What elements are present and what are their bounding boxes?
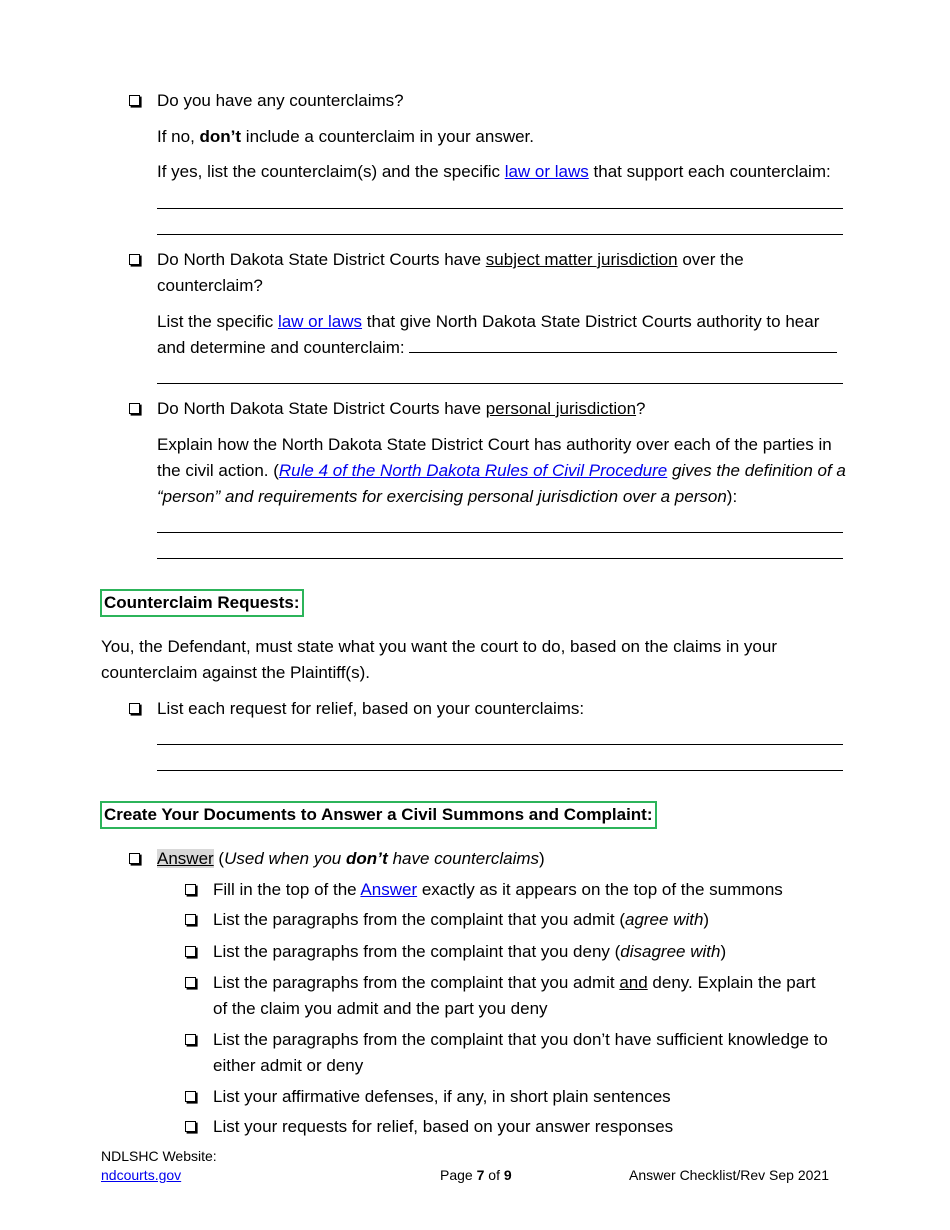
section-heading-create-documents: Create Your Documents to Answer a Civil Summons and Complaint:: [100, 801, 657, 829]
answer-line[interactable]: [157, 744, 843, 745]
explanation-line: Explain how the North Dakota State District Court has authority over each of the parties in: [157, 435, 832, 454]
answer-item: Answer (Used when you don’t have counterclaims): [157, 849, 545, 868]
footer-doc-info: Answer Checklist/Rev Sep 2021: [629, 1167, 829, 1183]
checkbox[interactable]: [185, 1091, 196, 1102]
sub-item: List the paragraphs from the complaint that you admit and deny. Explain the part: [213, 973, 816, 992]
question-subject-matter: Do North Dakota State District Courts have subject matter jurisdiction over the: [157, 250, 744, 269]
answer-line-inline[interactable]: [409, 335, 837, 353]
footer-website-label: NDLSHC Website:: [101, 1148, 217, 1164]
answer-line[interactable]: [157, 383, 843, 384]
paragraph-line: counterclaim against the Plaintiff(s).: [101, 663, 370, 682]
rule-4-link[interactable]: Rule 4 of the North Dakota Rules of Civil Procedure: [278, 461, 668, 480]
instruction-list-laws: List the specific law or laws that give North Dakota State District Courts authority to hear: [157, 312, 820, 331]
sub-item-cont: of the claim you admit and the part you deny: [213, 999, 548, 1018]
law-or-laws-link[interactable]: law or laws: [277, 312, 363, 331]
question-subject-matter-cont: counterclaim?: [157, 276, 263, 295]
answer-line[interactable]: [157, 234, 843, 235]
checkbox[interactable]: [129, 254, 140, 265]
request-relief-item: List each request for relief, based on your counterclaims:: [157, 699, 585, 718]
checkbox[interactable]: [185, 914, 196, 925]
sub-item: List your affirmative defenses, if any, in short plain sentences: [213, 1087, 671, 1106]
checkbox[interactable]: [185, 1034, 196, 1045]
answer-link[interactable]: Answer: [360, 880, 418, 899]
question-counterclaims: Do you have any counterclaims?: [157, 91, 404, 110]
checkbox[interactable]: [129, 853, 140, 864]
footer-website-link[interactable]: ndcourts.gov: [101, 1167, 182, 1183]
checkbox[interactable]: [129, 403, 140, 414]
answer-form-link[interactable]: Answer: [157, 849, 214, 868]
sub-item: List your requests for relief, based on your answer responses: [213, 1117, 674, 1136]
answer-line[interactable]: [157, 208, 843, 209]
sub-item: List the paragraphs from the complaint that you deny (disagree with): [213, 942, 727, 961]
checkbox[interactable]: [129, 95, 140, 106]
checkbox[interactable]: [185, 977, 196, 988]
answer-line[interactable]: [157, 532, 843, 533]
instruction-no: If no, don’t include a counterclaim in your answer.: [157, 127, 535, 146]
answer-line[interactable]: [157, 770, 843, 771]
checkbox[interactable]: [185, 946, 196, 957]
checkbox[interactable]: [185, 884, 196, 895]
paragraph-line: You, the Defendant, must state what you want the court to do, based on the claims in your: [101, 637, 777, 656]
question-personal-jurisdiction: Do North Dakota State District Courts have personal jurisdiction?: [157, 399, 646, 418]
sub-item-cont: either admit or deny: [213, 1056, 364, 1075]
explanation-line: “person” and requirements for exercising personal jurisdiction over a person):: [157, 487, 738, 506]
sub-item: List the paragraphs from the complaint that you admit (agree with): [213, 910, 710, 929]
checkbox[interactable]: [185, 1121, 196, 1132]
instruction-yes: If yes, list the counterclaim(s) and the specific law or laws that support each counterclaim:: [157, 162, 831, 181]
instruction-list-laws-cont: and determine and counterclaim:: [157, 335, 837, 361]
footer-page-number: Page 7 of 9: [440, 1167, 512, 1183]
answer-line[interactable]: [157, 558, 843, 559]
checkbox[interactable]: [129, 703, 140, 714]
law-or-laws-link[interactable]: law or laws: [504, 162, 589, 181]
explanation-line: the civil action. (Rule 4 of the North Dakota Rules of Civil Procedure gives the definition of a: [157, 461, 846, 480]
sub-item: List the paragraphs from the complaint that you don’t have sufficient knowledge to: [213, 1030, 828, 1049]
section-heading-counterclaim-requests: Counterclaim Requests:: [100, 589, 304, 617]
sub-item: Fill in the top of the Answer exactly as it appears on the top of the summons: [213, 880, 783, 899]
